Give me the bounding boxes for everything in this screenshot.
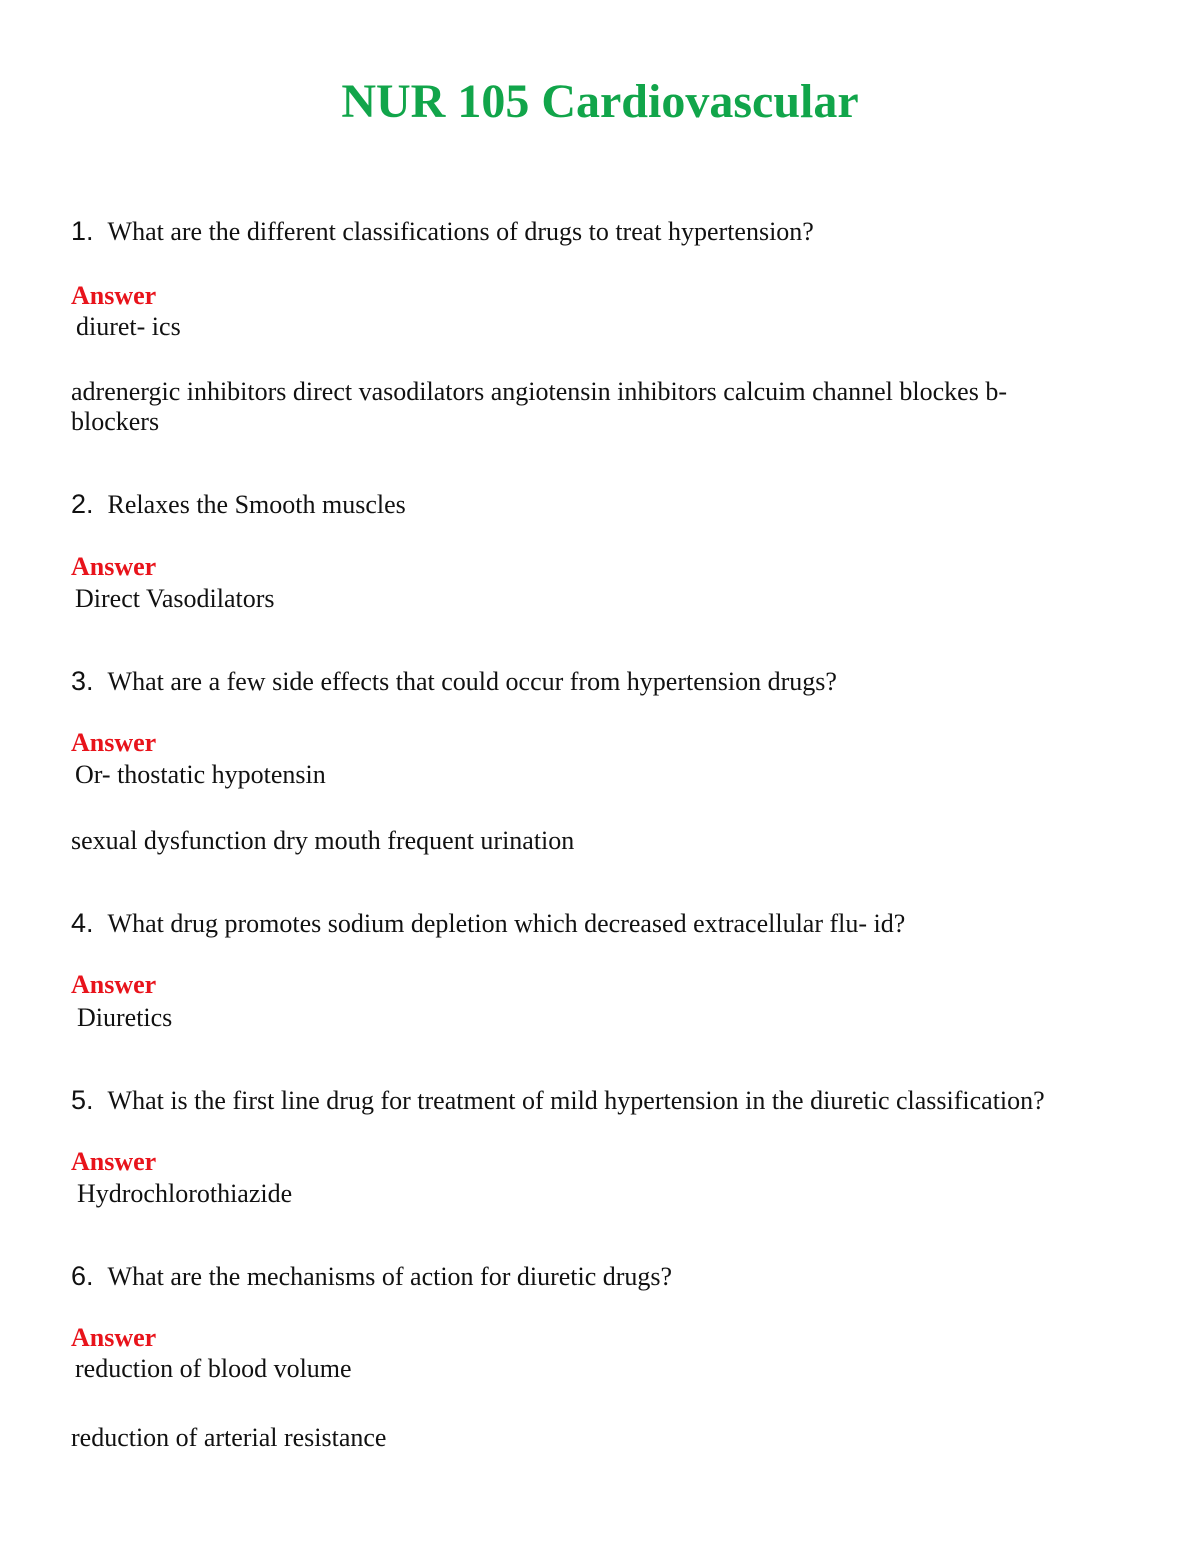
question-number: 4. bbox=[71, 908, 94, 938]
question-text: What are the different classifications of drugs to treat hypertension? bbox=[107, 217, 814, 246]
answer-text: diuret- ics bbox=[76, 312, 181, 341]
question-5 bbox=[71, 1084, 1045, 1117]
answer-text: Diuretics bbox=[77, 1003, 173, 1032]
question-number: 6. bbox=[71, 1261, 94, 1291]
answer-extra: adrenergic inhibitors direct vasodilators angiotensin inhibitors calcuim channel blockes b- blockers bbox=[71, 377, 1007, 436]
question-4 bbox=[71, 907, 905, 940]
answer-label: Answer bbox=[71, 728, 157, 757]
question-6 bbox=[71, 1260, 672, 1293]
answer-label: Answer bbox=[71, 281, 157, 310]
answer-text: Or- thostatic hypotensin bbox=[75, 760, 326, 789]
answer-label: Answer bbox=[71, 552, 157, 581]
question-1 bbox=[71, 215, 814, 248]
question-number: 5. bbox=[71, 1085, 94, 1115]
question-number: 3. bbox=[71, 666, 94, 696]
answer-label: Answer bbox=[71, 1323, 157, 1352]
answer-extra: reduction of arterial resistance bbox=[71, 1423, 387, 1452]
question-text: What drug promotes sodium depletion which decreased extracellular flu- id? bbox=[107, 909, 906, 938]
question-3 bbox=[71, 665, 837, 698]
answer-text: Hydrochlorothiazide bbox=[77, 1179, 293, 1208]
question-number: 2. bbox=[71, 489, 94, 519]
answer-text: Direct Vasodilators bbox=[75, 584, 275, 613]
question-text: What is the first line drug for treatment of mild hypertension in the diuretic classification? bbox=[107, 1086, 1045, 1115]
document-title: NUR 105 Cardiovascular bbox=[341, 75, 859, 128]
question-number: 1. bbox=[71, 216, 94, 246]
answer-text: reduction of blood volume bbox=[75, 1354, 352, 1383]
question-text: What are a few side effects that could occur from hypertension drugs? bbox=[107, 667, 837, 696]
question-2 bbox=[71, 488, 406, 521]
answer-label: Answer bbox=[71, 1147, 157, 1176]
question-text: What are the mechanisms of action for diuretic drugs? bbox=[107, 1262, 673, 1291]
answer-extra: sexual dysfunction dry mouth frequent urination bbox=[71, 826, 575, 855]
answer-label: Answer bbox=[71, 970, 157, 999]
question-text: Relaxes the Smooth muscles bbox=[107, 490, 406, 519]
